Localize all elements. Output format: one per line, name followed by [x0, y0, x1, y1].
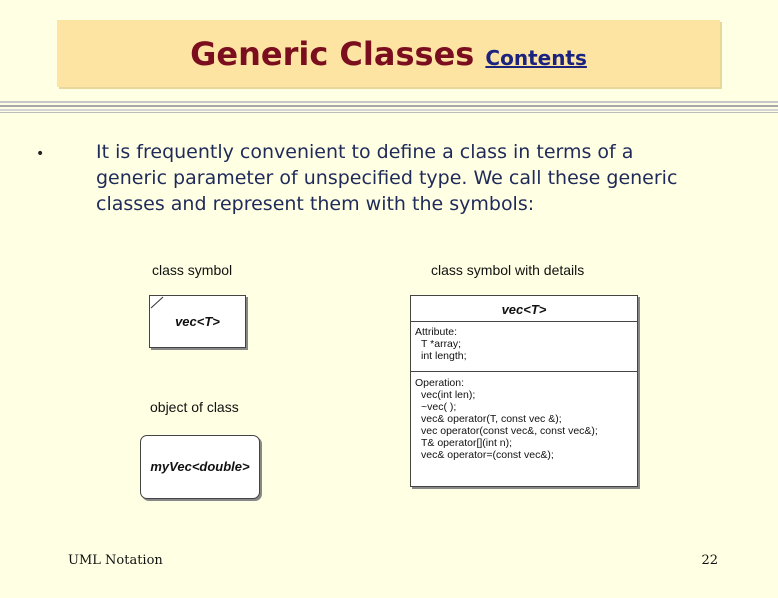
details-divider-1 — [411, 321, 637, 322]
object-name: myVec<double> — [150, 459, 250, 474]
class-symbol-label: class symbol — [152, 262, 233, 278]
operation-item: vec(int len); — [421, 389, 476, 401]
title-wrap — [57, 35, 720, 73]
generic-corner-mark — [150, 296, 166, 310]
contents-link[interactable]: Contents — [485, 46, 587, 70]
page-number: 22 — [701, 553, 718, 568]
header-rule-2 — [0, 105, 778, 107]
class-symbol-name: vec<T> — [175, 314, 220, 329]
operation-item: T& operator[](int n); — [421, 437, 513, 449]
object-box — [140, 435, 260, 499]
operation-item: ~vec( ); — [421, 401, 457, 413]
header-rule-4 — [0, 112, 778, 113]
title-bar — [57, 20, 720, 87]
header-rule-3 — [0, 109, 778, 111]
page-title: Generic Classes — [190, 35, 475, 73]
bullet-text: It is frequently convenient to define a class in terms of a generic parameter of unspecified type. We call these generic classes and represent them with the symbols: — [96, 141, 678, 215]
attributes-header: Attribute: — [415, 326, 458, 338]
operation-item: vec& operator=(const vec&); — [421, 449, 554, 461]
operation-item: vec& operator(T, const vec &); — [421, 413, 562, 425]
footer-title: UML Notation — [68, 553, 163, 568]
attribute-item: T *array; — [421, 338, 462, 350]
details-box — [410, 295, 638, 487]
attribute-item: int length; — [421, 350, 467, 362]
details-class-name: vec<T> — [501, 302, 547, 317]
class-symbol-box — [149, 295, 246, 348]
object-label: object of class — [150, 399, 239, 415]
bullet-marker: • — [36, 146, 45, 162]
operation-item: vec operator(const vec&, const vec&); — [421, 425, 598, 437]
header-rule-1 — [0, 101, 778, 103]
details-label: class symbol with details — [431, 262, 585, 278]
attributes-section — [411, 326, 637, 362]
operations-section — [411, 377, 637, 461]
details-divider-2 — [411, 371, 637, 372]
operations-header: Operation: — [415, 377, 465, 389]
